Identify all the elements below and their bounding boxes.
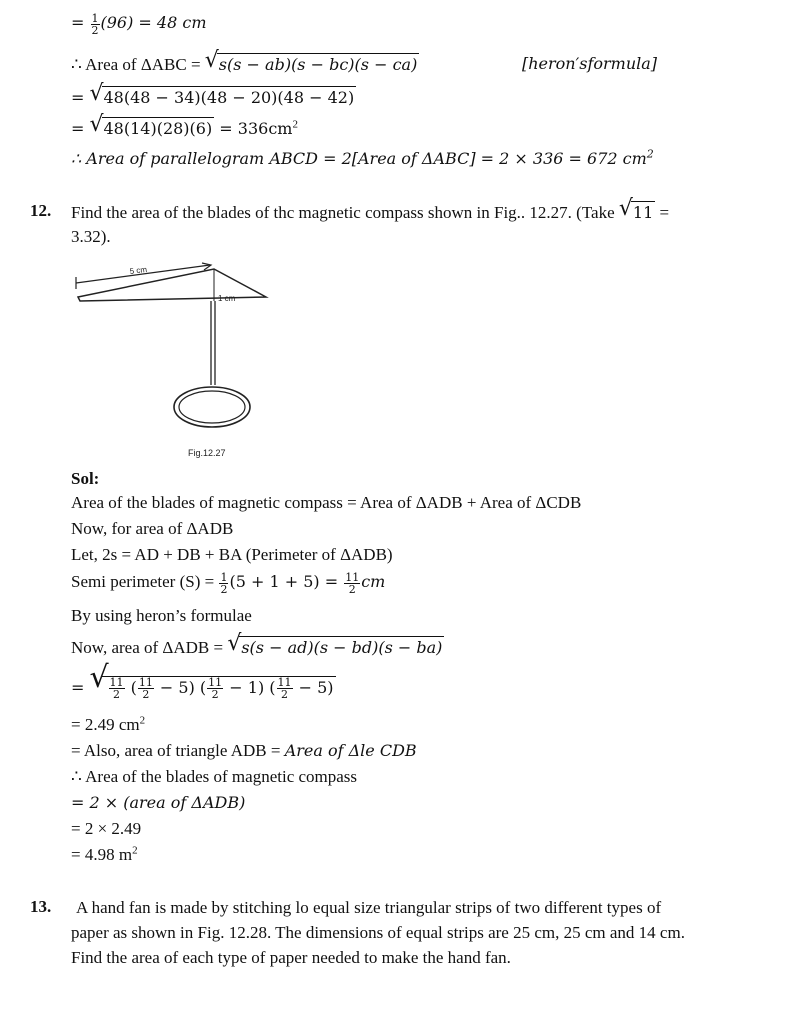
question-13-line-3: Find the area of each type of paper needed to make the hand fan. (71, 948, 511, 967)
fraction: $\frac{1}{2}$ (220, 570, 228, 596)
sol-line-result: = 2.49 $cm^2$ (71, 714, 146, 734)
question-12-text-cont: 3.32). (71, 227, 111, 246)
sol-line-double: = 2 × (area of ΔADB) (71, 793, 246, 812)
sqrt: √ 11 (618, 196, 654, 222)
compass-blades (78, 269, 266, 301)
question-number-12: 12. (30, 201, 52, 220)
figure-caption: Fig.12.27 (188, 448, 226, 458)
question-13-line-2: paper as shown in Fig. 12.28. The dimensions of equal strips are 25 cm, 25 cm and 14 cm. (71, 923, 685, 942)
heron-formula-note: [heron′sformula] (522, 54, 658, 73)
line-area-s: = $\frac{1}{2}$ (96) = 48 cm (71, 11, 207, 37)
sqrt: √ s(s − ad)(s − bd)(s − ba) (227, 631, 443, 657)
sol-line-final: = 4.98 $m^2$ (71, 844, 138, 864)
sol-line-also: = Also, area of triangle ADB = Area of Δle CDB (71, 741, 417, 760)
sqrt: √ 48(14)(28)(6) (89, 112, 213, 138)
line-sqrt-result: = √ $48(14)(28)(6) = 336cm^2$ (71, 112, 298, 138)
compass-base-ring (174, 387, 250, 427)
question-number-13: 13. (30, 897, 52, 916)
question-12-text: Find the area of the blades of thc magnetic compass shown in Fig.. 12.27. (Take √ 11 = (71, 196, 670, 222)
line-sqrt-substitution: = √ 48(48 − 34)(48 − 20)(48 − 42) (71, 81, 355, 107)
solution-heading: Sol: (71, 469, 100, 488)
sqrt: √ $\frac{11}{2}$ ( $\frac{11}{2}$ − 5) ( $\frac{11}{2}$ − 1) ( $\frac{11}{2}$ − 5) (89, 660, 334, 701)
label-5cm: 5 cm (129, 264, 148, 276)
sol-line-heron: By using heron’s formulae (71, 606, 252, 625)
compass-figure (70, 255, 270, 460)
sol-line-area-adb: Now, area of ΔADB = √ s(s − ad)(s − bd)(s − ba) (71, 631, 443, 657)
fraction: $\frac{1}{2}$ (91, 11, 99, 37)
question-13-line-1: A hand fan is made by stitching lo equal size triangular strips of two different types of (76, 898, 662, 917)
line-parallelogram-area: ∴ Area of parallelogram ABCD = 2[Area of ΔABC] = 2 × 336 = 672 $cm^2$ (71, 147, 654, 168)
sol-line-2: Now, for area of ΔADB (71, 519, 234, 538)
sqrt: √ s(s − ab)(s − bc)(s − ca) (204, 48, 418, 74)
sol-line-substitution: = √ $\frac{11}{2}$ ( $\frac{11}{2}$ − 5) ( $\frac{11}{2}$ − 1) ( $\frac{11}{2}$ − 5) (71, 660, 334, 701)
fraction: $\frac{11}{2}$ (345, 570, 360, 596)
sol-line-semi-perimeter: Semi perimeter (S) = $\frac{1}{2}$ (5 + 1 + 5) = $\frac{11}{2}$ cm (71, 570, 386, 596)
sol-line-3: Let, 2s = AD + DB + BA (Perimeter of ΔADB) (71, 545, 393, 564)
sol-line-product: = 2 × 2.49 (71, 819, 142, 838)
sol-line-therefore: ∴ Area of the blades of magnetic compass (71, 767, 358, 786)
sqrt: √ 48(48 − 34)(48 − 20)(48 − 42) (89, 81, 355, 107)
sol-line-1: Area of the blades of magnetic compass = Area of ΔADB + Area of ΔCDB (71, 493, 582, 512)
line-heron-abc: ∴ Area of ΔABC = √ s(s − ab)(s − bc)(s − ca) (71, 48, 418, 74)
label-1cm: 1 cm (218, 294, 236, 303)
